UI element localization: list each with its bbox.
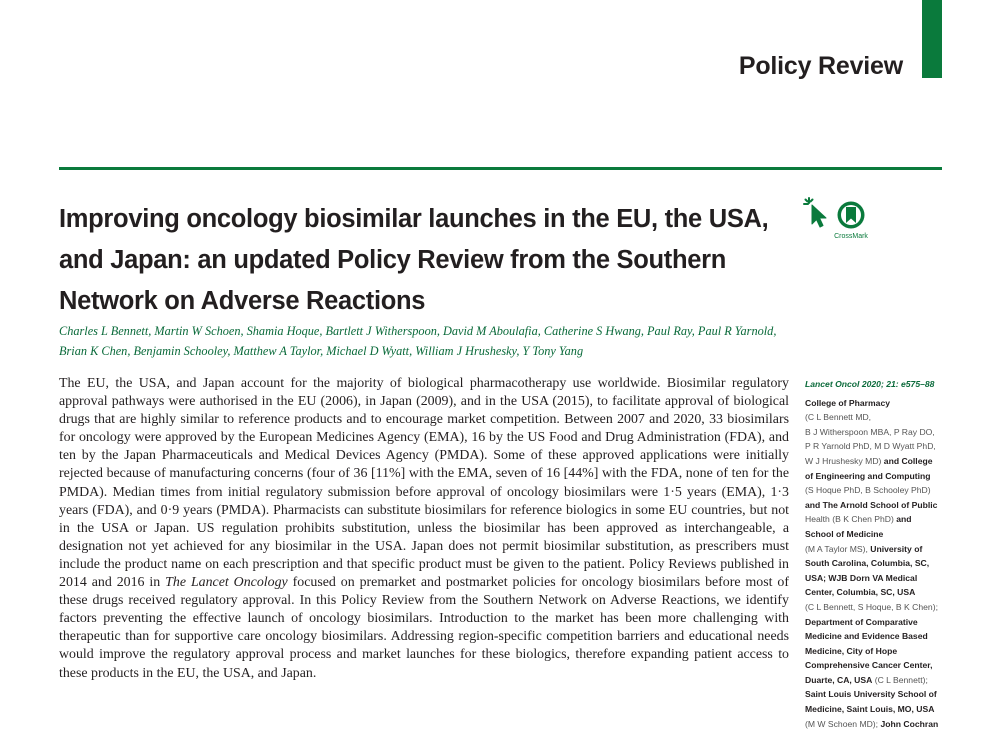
affiliation-line: (M A Taylor MS), University of [805, 543, 923, 554]
affiliation-line: South Carolina, Columbia, SC, [805, 558, 930, 569]
author-line: Charles L Bennett, Martin W Schoen, Shamia Hoque, Bartlett J Witherspoon, David M Aboulafia, Catherine S Hwang, Paul Ray, Paul R Yarnold, [59, 324, 777, 338]
affiliation-line: Medicine, Saint Louis, MO, USA [805, 704, 935, 715]
journal-name: The Lancet Oncology [165, 575, 288, 591]
affiliation-line: USA; WJB Dorn VA Medical [805, 572, 918, 583]
header-rule [59, 167, 942, 170]
article-title: Improving oncology biosimilar launches in the EU, the USA, and Japan: an updated Policy Review from the Southern Network on Adverse Reactions [59, 205, 769, 315]
affiliation-line: Health (B K Chen PhD) and [805, 514, 912, 525]
author-line: Brian K Chen, Benjamin Schooley, Matthew A Taylor, Michael D Wyatt, William J Hrushesky, Y Tony Yang [59, 344, 584, 358]
affiliation-line: Medicine, City of Hope [805, 645, 898, 656]
affiliations-sidebar [805, 377, 955, 731]
crossmark-label: CrossMark [834, 233, 868, 240]
affiliation-line: Saint Louis University School of [805, 689, 937, 700]
affiliation-line: College of Pharmacy [805, 397, 891, 408]
summary-paragraph [59, 375, 789, 683]
affiliation-line: (C L Bennett MD, [805, 412, 872, 423]
affiliation-line: P R Yarnold PhD, M D Wyatt PhD, [805, 441, 936, 452]
affiliation-line: Comprehensive Cancer Center, [805, 660, 933, 671]
citation: Lancet Oncol 2020; 21: e575–88 [805, 379, 935, 389]
author-list [59, 321, 799, 361]
affiliation-line: (C L Bennett, S Hoque, B K Chen); [805, 601, 938, 612]
section-color-bar [922, 0, 942, 78]
affiliation-line: of Engineering and Computing [805, 470, 931, 481]
affiliation-line: (M W Schoen MD); John Cochran [805, 718, 939, 729]
affiliation-line: Duarte, CA, USA (C L Bennett); [805, 674, 928, 685]
affiliation-line: and The Arnold School of Public [805, 499, 938, 510]
summary-text: The EU, the USA, and Japan account for the majority of biological pharmacotherapy use worldwide. Biosimilar regulatory approval pathways were authorised in the EU (2006), in Japan (2009), and in the USA (2015), to facilitate approval of biological drugs that are highly similar to reference products and to encourage market competition. Between 2007 and 2020, 33 biosimilars for oncology were approved by the European Medicines Agency (EMA), 16 by the US Food and Drug Administration (FDA), and ten by the Japan Pharmaceuticals and Medical Devices Agency (PMDA). Some of these approved applications were initially rejected because of manufacturing concerns (four of 36 [11%] with the EMA, seven of 16 [44%] with the FDA, none of ten for the PMDA). Median times from initial regulatory submission before approval of oncology biosimilars were 1·5 years (EMA), 1·3 years (FDA), and 0·9 years (PMDA). Pharmacists can substitute biosimilars for reference biologics in some EU countries, but not in the USA or Japan. US regulation prohibits substitution, unless the biosimilar has been approved as interchangeable, a designation not yet achieved for any biosimilar in the USA. Japan does not permit biosimilar substitution, as prescribers must include the product name on each prescription and that specific product must be given to the patient. Policy Reviews published in 2014 and 2016 in [59, 376, 789, 591]
affiliation-line: Medicine and Evidence Based [805, 631, 928, 642]
affiliation-line: Department of Comparative [805, 616, 918, 627]
affiliation-line: School of Medicine [805, 528, 884, 539]
crossmark-icon [836, 200, 866, 230]
affiliation-line: Center, Columbia, SC, USA [805, 587, 916, 598]
cursor-click-icon[interactable] [803, 196, 835, 230]
crossmark-badge[interactable] [834, 200, 868, 240]
summary-text: focused on premarket and postmarket policies for oncology biosimilars before most of these drugs received regulatory approval. In this Policy Review from the Southern Network on Adverse Reactions, we identify factors preventing the effective launch of oncology biosimilars. Introduction to the market has been more challenging with therapeutic than for supportive care oncology biosimilars. Addressing region-specific competition barriers and educational needs would improve the regulatory approval process and market launches for these biologics, therefore expanding patient access to these products in the EU, the USA, and Japan. [59, 575, 789, 681]
affiliation-line: W J Hrushesky MD) and College [805, 455, 933, 466]
affiliation-line: (S Hoque PhD, B Schooley PhD) [805, 485, 931, 496]
affiliation-line: B J Witherspoon MBA, P Ray DO, [805, 426, 935, 437]
section-label: Policy Review [738, 52, 903, 80]
